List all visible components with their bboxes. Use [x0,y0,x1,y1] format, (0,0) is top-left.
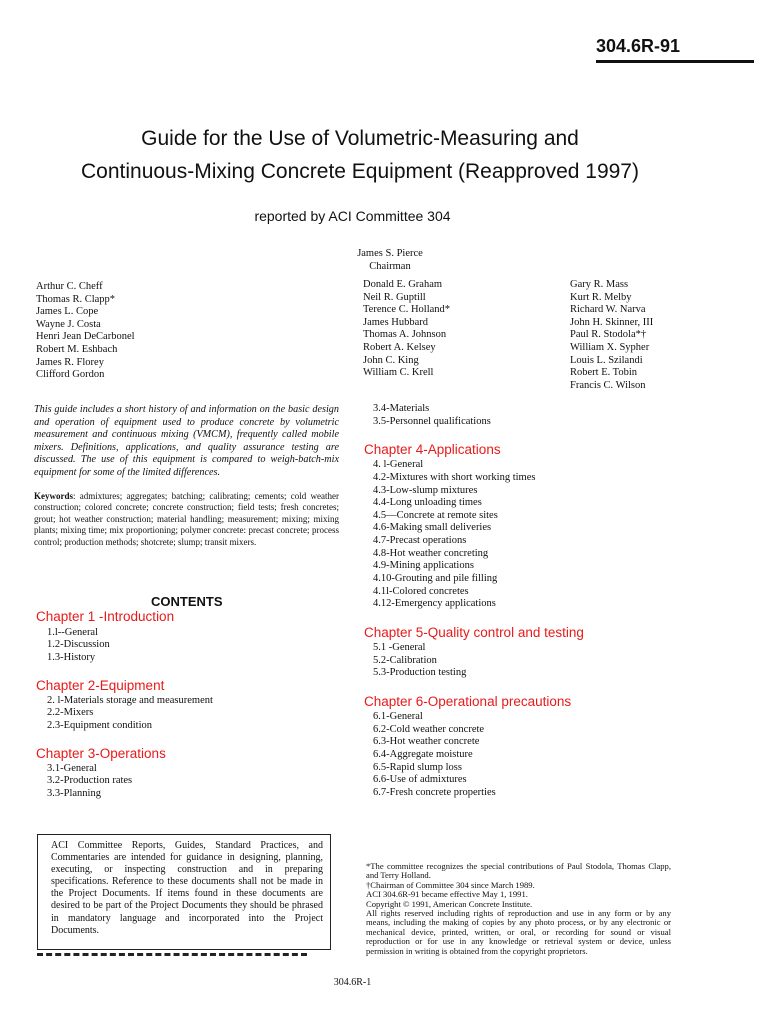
toc-item[interactable]: 6.7-Fresh concrete properties [373,787,496,798]
toc-item[interactable]: 4.1l-Colored concretes [373,586,469,597]
toc-chapter-heading[interactable]: Chapter 6-Operational precautions [364,694,572,709]
toc-chapter-heading[interactable]: Chapter 1 -Introduction [36,609,175,624]
member-name: Wayne J. Costa [36,318,101,330]
toc-item[interactable]: 6.1-General [373,711,423,722]
toc-item[interactable]: 6.3-Hot weather concrete [373,736,480,747]
toc-item[interactable]: 6.4-Aggregate moisture [373,749,473,760]
footnotes [366,862,671,956]
member-name: Francis C. Wilson [570,379,646,391]
toc-chapter-heading[interactable]: Chapter 3-Operations [36,746,166,761]
toc-item[interactable]: 4.12-Emergency applications [373,598,496,609]
contents-heading: CONTENTS [151,594,223,609]
member-name: Kurt R. Melby [570,291,632,303]
member-name: Paul R. Stodola*† [570,329,647,341]
toc-chapter-heading[interactable]: Chapter 5-Quality control and testing [364,625,584,640]
member-name: James Hubbard [363,316,429,328]
member-name: James R. Florey [36,356,104,368]
member-name: Henri Jean DeCarbonel [36,331,135,343]
toc-item[interactable]: 4.6-Making small deliveries [373,522,492,533]
toc-item[interactable]: 2.3-Equipment condition [47,720,152,731]
member-name: Neil R. Guptill [363,291,426,303]
toc-item[interactable]: 3.3-Planning [47,788,101,799]
footnote: ACI 304.6R-91 became effective May 1, 1991. [366,889,528,900]
member-name: Robert E. Tobin [570,367,638,379]
title-line-2: Continuous-Mixing Concrete Equipment (Reapproved 1997) [81,160,639,183]
toc-item[interactable]: 4.9-Mining applications [373,560,474,571]
toc-item[interactable]: 6.6-Use of admixtures [373,774,467,785]
toc-item[interactable]: 4.7-Precast operations [373,535,467,546]
toc-chapter-heading[interactable]: Chapter 2-Equipment [36,678,165,693]
committee-members-column-2 [363,279,450,380]
toc-item[interactable]: 4.4-Long unloading times [373,497,482,508]
header-rule [596,60,754,63]
toc-item[interactable]: 2.2-Mixers [47,707,94,718]
member-name: Gary R. Mass [570,279,629,290]
member-name: James L. Cope [36,306,99,318]
member-name: Donald E. Graham [363,279,443,290]
footnote: Copyright © 1991, American Concrete Institute. [366,898,533,909]
toc-chapter-heading[interactable]: Chapter 4-Applications [364,442,501,457]
member-name: Robert A. Kelsey [363,341,436,353]
toc-item[interactable]: 3.4-Materials [373,403,430,414]
toc-item[interactable]: 6.2-Cold weather concrete [373,724,485,735]
title-line-1: Guide for the Use of Volumetric-Measuring and [141,127,579,150]
document-number: 304.6R-91 [596,36,681,56]
member-name: John H. Skinner, III [570,316,654,328]
committee-members-column-3 [570,279,653,392]
document-title [0,122,720,188]
keywords-label: Keywords [34,491,73,501]
toc-item[interactable]: 4.2-Mixtures with short working times [373,472,536,483]
page-number: 304.6R-1 [333,977,372,988]
toc-item[interactable]: 4.5—Concrete at remote sites [373,510,498,521]
toc-item[interactable]: 3.5-Personnel qualifications [373,416,491,427]
toc-item[interactable]: 6.5-Rapid slump loss [373,762,462,773]
member-name: Clifford Gordon [36,369,105,381]
footnote: †Chairman of Committee 304 since March 1989. [366,879,535,890]
toc-item[interactable]: 1.3-History [47,652,96,663]
toc-item[interactable]: 3.1-General [47,763,97,774]
toc-item[interactable]: 1.l--General [47,627,99,638]
toc-item[interactable]: 4. l-General [373,459,424,470]
keywords [34,491,339,548]
member-name: Terence C. Holland* [363,304,451,316]
chair-role: Chairman [369,261,411,272]
toc-item[interactable]: 2. l-Materials storage and measurement [47,695,213,706]
toc-item[interactable]: 3.2-Production rates [47,775,133,786]
notice-text: ACI Committee Reports, Guides, Standard Practices, and Commentaries are intended for guidance in designing, planning, executing, or inspecting construction and in preparing specifications. Reference to these documents shall not be made in the Project Documents. If items found in these documents are desired to be part of the Project Documents they should be phrased in mandatory language and incorporated into the Project Documents. [51,840,323,936]
chair-name: James S. Pierce [357,248,423,259]
footnote: All rights reserved including rights of reproduction and use in any form or by any means, including the making of copies by any photo process, or by any electronic or mechanical device, printed, written, or oral, or recording for sound or visual reproduction or for use in any knowledge or retrieval system or device, unless permission in writing is obtained from the copyright proprietors. [366,908,671,956]
member-name: Thomas R. Clapp* [36,293,116,305]
toc-item[interactable]: 5.3-Production testing [373,667,467,678]
committee-members-column-1 [36,281,135,382]
member-name: John C. King [363,354,419,366]
toc-item[interactable]: 5.1 -General [373,642,426,653]
keywords-text: : admixtures; aggregates; batching; calibrating; cements; cold weather construction; colored concrete; concrete construction; field tests; fresh concretes; grout; hot weather construction; material handling; measurement; mixing; mixing plants; mixing time; mix proportioning; polymer concrete: precast concrete; process control; production methods; shotcrete; slump; transit mixers. [34,491,339,547]
member-name: William C. Krell [363,367,434,379]
toc-item[interactable]: 5.2-Calibration [373,655,437,666]
committee-chair [300,247,480,273]
toc-item[interactable]: 4.3-Low-slump mixtures [373,485,478,496]
toc-item[interactable]: 1.2-Discussion [47,639,110,650]
abstract: This guide includes a short history of and information on the basic design and operation of equipment used to produce concrete by volumetric measurement and continuous mixing (VMCM), frequently called mobile mixers. Definitions, applications, and quality assurance testing are discussed. The use of this equipment is compared to weigh-batch-mix equipment for some of the limited differences. [34,404,339,478]
member-name: William X. Sypher [570,341,650,353]
member-name: Louis L. Szilandi [570,354,643,366]
dashed-divider [37,953,307,956]
toc-item[interactable]: 4.10-Grouting and pile filling [373,573,498,584]
member-name: Richard W. Narva [570,304,646,316]
member-name: Thomas A. Johnson [363,329,447,341]
member-name: Arthur C. Cheff [36,281,103,292]
reported-by: reported by ACI Committee 304 [254,208,451,224]
footnote: *The committee recognizes the special contributions of Paul Stodola, Thomas Clapp, and Terry Holland. [366,861,671,881]
toc-item[interactable]: 4.8-Hot weather concreting [373,548,489,559]
member-name: Robert M. Eshbach [36,343,118,355]
